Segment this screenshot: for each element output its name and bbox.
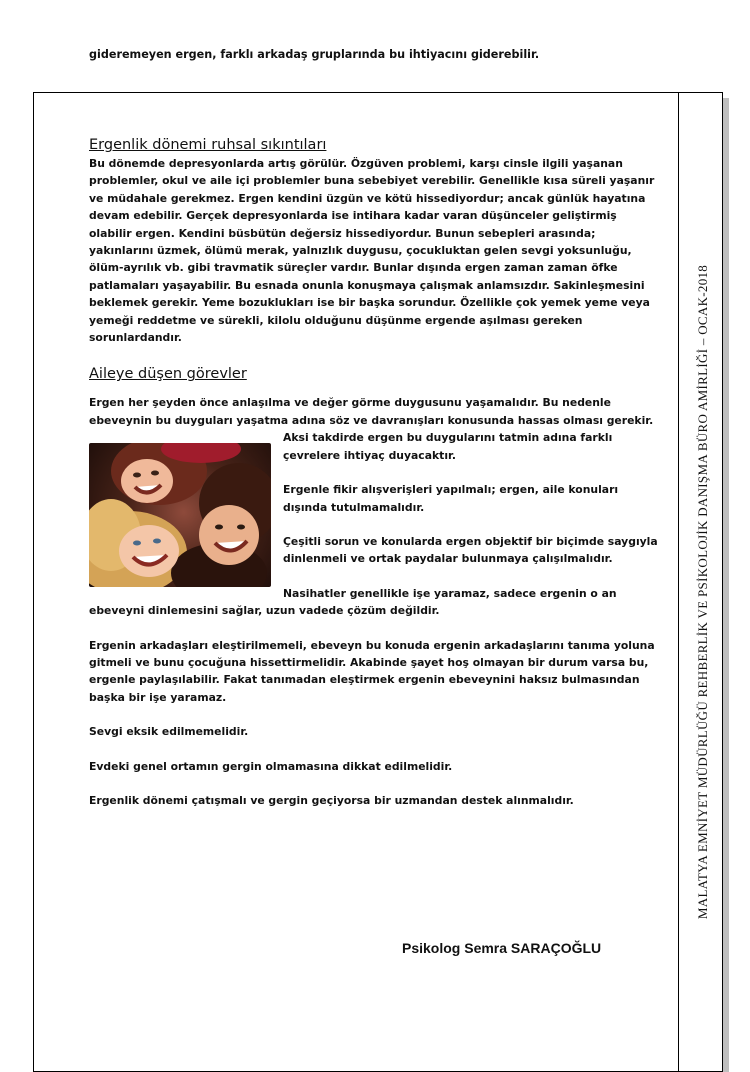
intro-line: gideremeyen ergen, farklı arkadaş gruplarında bu ihtiyacını giderebilir. — [89, 48, 540, 61]
section2-intro: Ergen her şeyden önce anlaşılma ve değer görme duygusunu yaşamalıdır. Bu nedenle ebeveynin bu duyguları yaşatma adına söz ve davranışları konusunda hassas olması gerekir. — [89, 396, 654, 427]
section2-title: Aileye düşen görevler — [89, 366, 247, 383]
paragraph-1: Aksi takdirde ergen bu duygularını tatmin adına farklı çevrelere ihtiyaç duyacaktır. — [283, 431, 613, 462]
teenagers-photo — [89, 443, 271, 587]
section1-title: Ergenlik dönemi ruhsal sıkıntıları — [89, 137, 327, 153]
paragraph-8: Ergenlik dönemi çatışmalı ve gergin geçiyorsa bir uzmandan destek alınmalıdır. — [89, 793, 574, 807]
teenagers-illustration — [89, 443, 271, 587]
paragraph-7: Evdeki genel ortamın gergin olmamasına dikkat edilmelidir. — [89, 759, 453, 773]
section1-body: Bu dönemde depresyonlarda artış görülür. Özgüven problemi, karşı cinsle ilgili yaşanan problemler, okul ve aile içi problemler buna sebebiyet verebilir. Genellikle kısa süreli yaşanır ve müdahale gerekmez. Ergen kendini üzgün ve kötü hissediyordur; ancak günlük hayatına devam edebilir. Gerçek depresyonlarda ise intihara kadar varan düşünceler geliştirmiş olabilir ergen. Kendini büsbütün değersiz hissediyordur. Bunun sebepleri arasında; yakınlarını üzmek, ölümü merak, yalnızlık duygusu, çocukluktan gelen sevgi yoksunluğu, ölüm-ayrılık vb. gibi travmatik süreçler vardır. Bunlar dışında ergen zaman zaman öfke patlamaları yaşayabilir. Bu esnada onunla konuşmaya çalışmak anlamsızdır. Sakinleşmesini beklemek gerekir. Yeme bozuklukları ise bir başka sorundur. Özellikle çok yemek yeme veya yemeği reddetme ve sürekli, kilolu olduğunu düşünme ergende aşılması gereken sorunlardandır. — [89, 157, 655, 345]
paragraph-6: Sevgi eksik edilmemelidir. — [89, 725, 249, 739]
sidebar-text: MALATYA EMNİYET MÜDÜRLÜĞÜ REHBERLİK VE PSİKOLOJİK DANIŞMA BÜRO AMİRLİĞİ – OCAK-2018 — [695, 264, 710, 920]
paragraph-2: Ergenle fikir alışverişleri yapılmalı; ergen, aile konuları dışında tutulmamalıdır. — [283, 483, 619, 514]
sidebar-divider — [678, 92, 679, 1072]
paragraph-3: Çeşitli sorun ve konularda ergen objektif bir biçimde saygıyla dinlenmeli ve ortak paydalar bulunmaya çalışılmalıdır. — [283, 534, 658, 566]
signature: Psikolog Semra SARAÇOĞLU — [402, 940, 602, 956]
paragraph-4: Nasihatler genellikle işe yaramaz, sadece ergenin o an ebeveyni dinlemesini sağlar, uzun vadede çözüm değildir. — [89, 586, 617, 618]
content-area — [89, 135, 661, 809]
paragraph-5: Ergenin arkadaşları eleştirilmemeli, ebeveyn bu konuda ergenin arkadaşlarını tanıma yoluna gitmeli ve bunu çocuğuna hissettirmelidir. Akabinde şayet hoş olmayan bir durum varsa bu, ergenle paylaşılabilir. Fakat tanımadan eleştirmek ergenin ebeveynini haksız bulmasından başka bir işe yaramaz. — [89, 638, 655, 704]
